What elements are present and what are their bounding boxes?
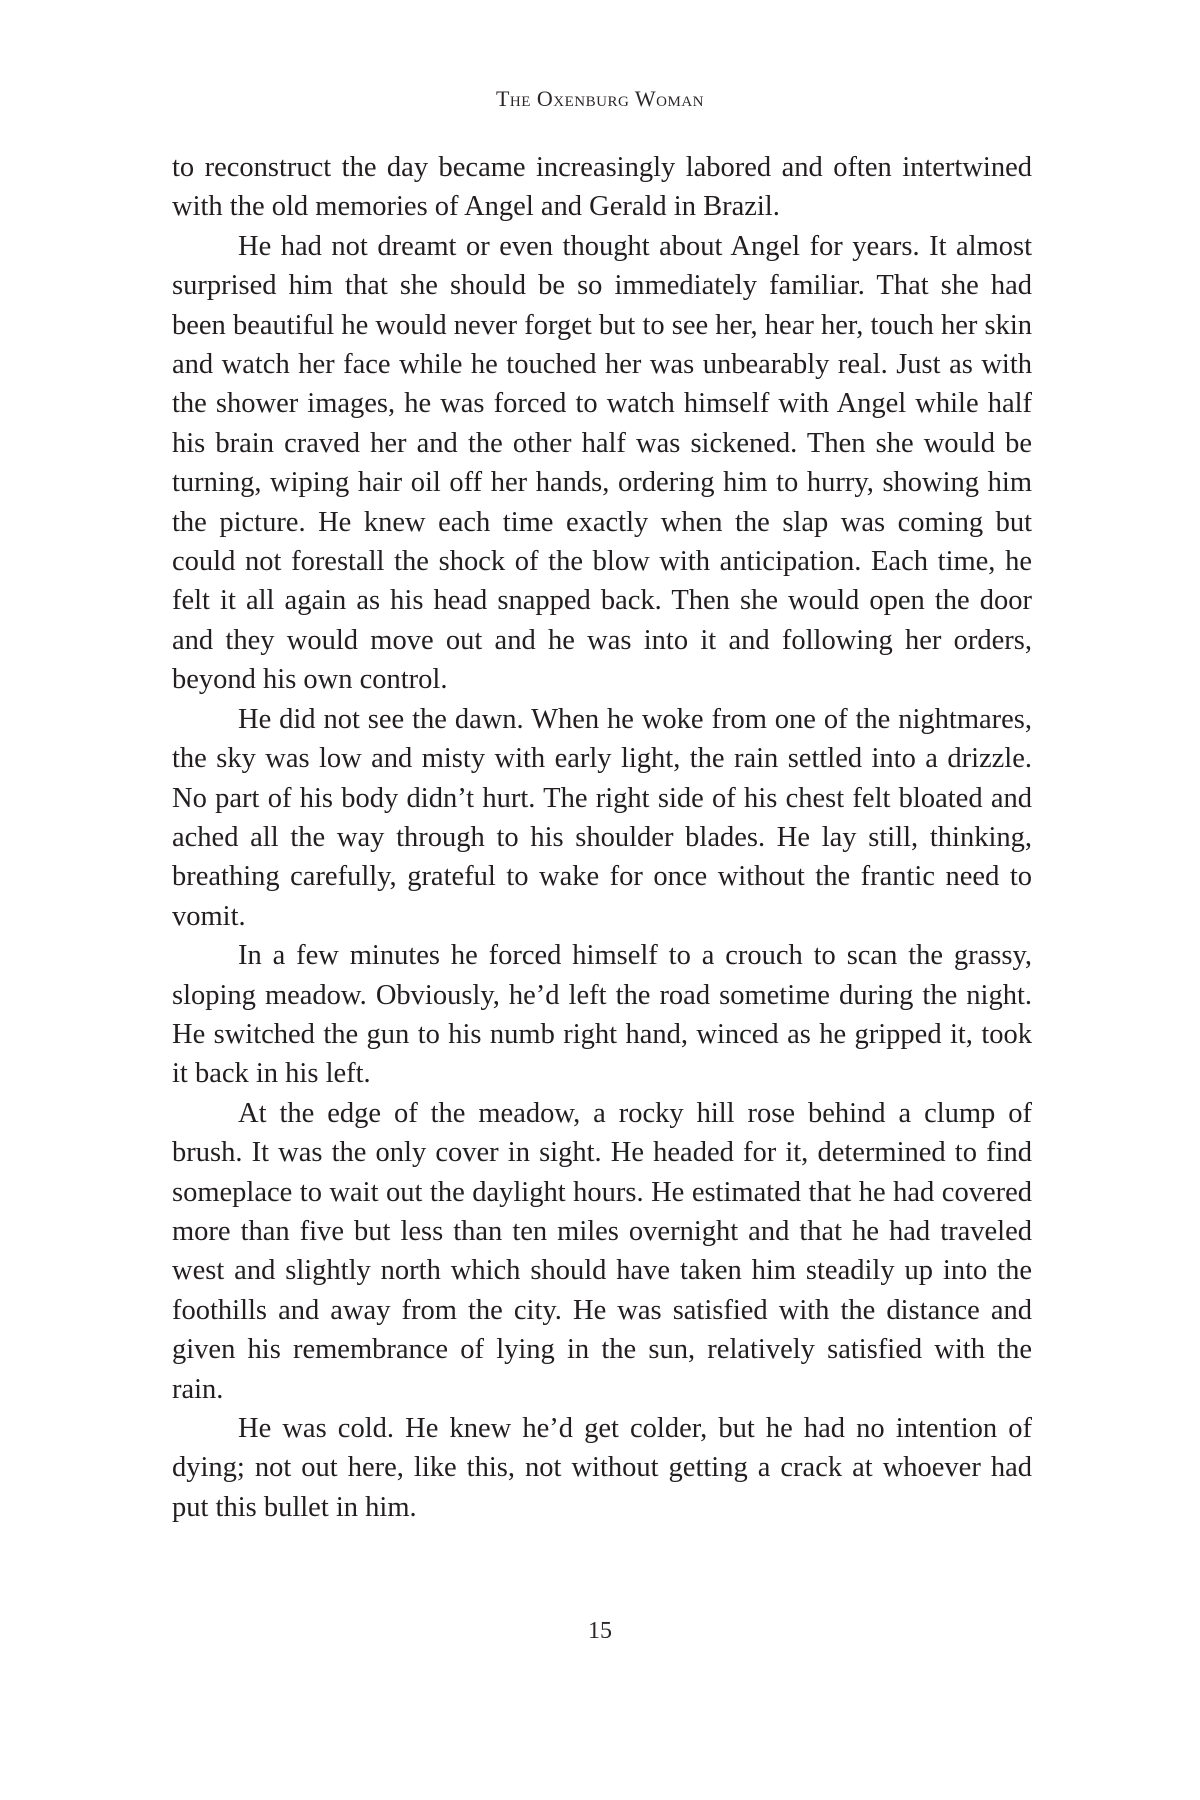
running-head: The Oxenburg Woman [495,86,705,111]
paragraph-1: to reconstruct the day became increasingly labored and often intertwined with the old memories of Angel and Gerald in Brazil. [172,152,1032,223]
paragraph-5: At the edge of the meadow, a rocky hill rose behind a clump of brush. It was the only cover in sight. He headed for it, determined to find someplace to wait out the daylight hours. He estimated that he had covered more than five but less than ten miles overnight and that he had traveled west and slightly north which should have taken him steadily up into the foothills and away from the city. He was satisfied with the distance and given his remembrance of lying in the sun, relatively satisfied with the rain. [172,1097,1032,1405]
paragraph-3: He did not see the dawn. When he woke from one of the nightmares, the sky was low and misty with early light, the rain settled into a drizzle. No part of his body didn’t hurt. The right side of his chest felt bloated and ached all the way through to his shoulder blades. He lay still, thinking, breathing carefully, grateful to wake for once without the frantic need to vomit. [172,703,1032,932]
body-text [172,148,1032,1527]
page-number: 15 [588,1618,612,1644]
paragraph-2: He had not dreamt or even thought about Angel for years. It almost surprised him that she should be so immediately familiar. That she had been beautiful he would never forget but to see her, hear her, touch her skin and watch her face while he touched her was unbearably real. Just as with the shower images, he was forced to watch himself with Angel while half his brain craved her and the other half was sickened. Then she would be turning, wiping hair oil off her hands, ordering him to hurry, showing him the picture. He knew each time exactly when the slap was coming but could not forestall the shock of the blow with anticipation. Each time, he felt it all again as his head snapped back. Then she would open the door and they would move out and he was into it and following her orders, beyond his own control. [172,230,1032,696]
paragraph-4: In a few minutes he forced himself to a crouch to scan the grassy, sloping meadow. Obviously, he’d left the road sometime during the night. He switched the gun to his numb right hand, winced as he gripped it, took it back in his left. [172,940,1032,1090]
paragraph-6: He was cold. He knew he’d get colder, but he had no intention of dying; not out here, like this, not without getting a crack at whoever had put this bullet in him. [172,1413,1032,1523]
